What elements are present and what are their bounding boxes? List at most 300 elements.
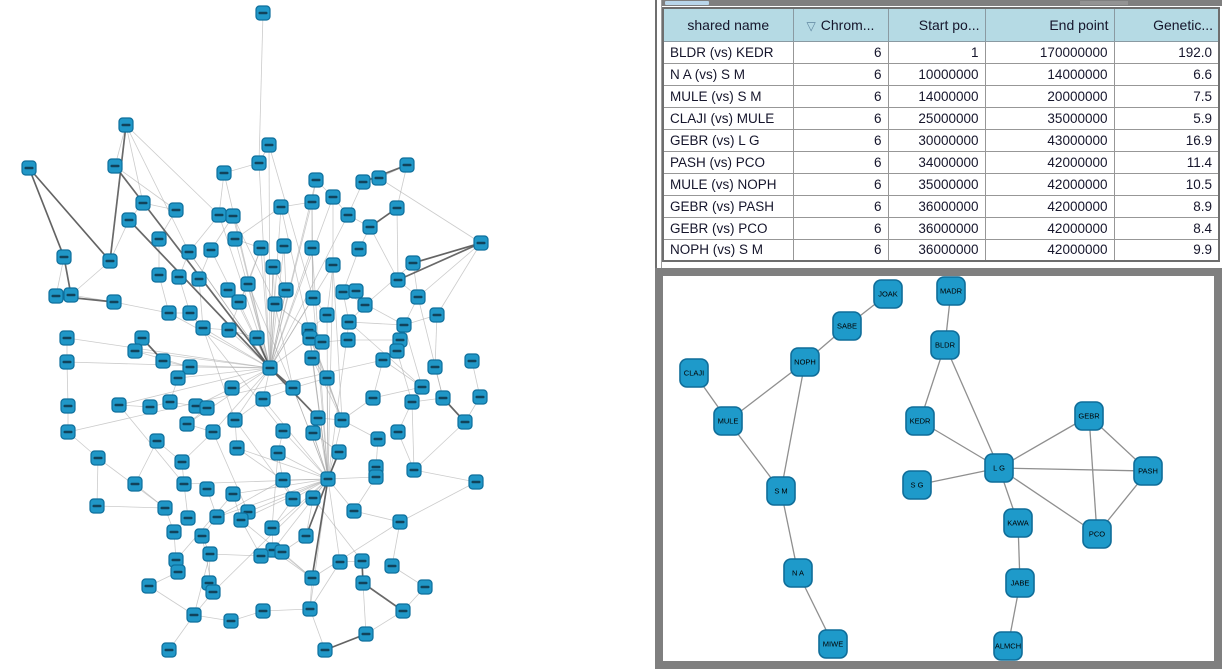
network-node[interactable] (254, 241, 268, 255)
network-node[interactable] (274, 200, 288, 214)
network-node[interactable] (61, 399, 75, 413)
network-node[interactable] (305, 195, 319, 209)
network-node[interactable] (320, 371, 334, 385)
scrollbar-thumb-blue[interactable] (665, 1, 709, 5)
node-label-smudge (180, 483, 189, 485)
node-label: S G (910, 480, 924, 490)
network-node[interactable] (254, 549, 268, 563)
network-node[interactable] (277, 239, 291, 253)
network-node[interactable] (275, 545, 289, 559)
node-label-smudge (175, 276, 184, 278)
table-row[interactable] (663, 195, 1219, 217)
network-node[interactable] (234, 513, 248, 527)
network-edge (272, 453, 278, 528)
table-cell: 42000000 (985, 151, 1114, 173)
network-node[interactable] (162, 306, 176, 320)
network-edge[interactable] (999, 468, 1148, 471)
table-cell: 6 (793, 85, 888, 107)
node-label-smudge (131, 350, 140, 352)
node-label-smudge (244, 283, 253, 285)
network-node[interactable] (60, 331, 74, 345)
network-node[interactable] (311, 411, 325, 425)
network-node[interactable] (397, 318, 411, 332)
network-node[interactable] (385, 559, 399, 573)
node-label: BLDR (934, 340, 956, 350)
table-cell: 42000000 (985, 217, 1114, 239)
node-label: MULE (717, 416, 739, 426)
network-node[interactable] (196, 321, 210, 335)
network-node[interactable] (268, 297, 282, 311)
network-node[interactable] (162, 643, 176, 657)
table-cell: 14000000 (888, 85, 985, 107)
network-node[interactable] (128, 344, 142, 358)
network-edge (269, 145, 313, 298)
table-row[interactable] (663, 217, 1219, 239)
network-edge (210, 554, 261, 556)
network-node[interactable] (341, 208, 355, 222)
table-header-row (663, 8, 1219, 41)
network-node[interactable] (256, 6, 270, 20)
network-node[interactable] (177, 477, 191, 491)
network-node[interactable] (266, 260, 280, 274)
node-label-smudge (468, 360, 477, 362)
network-node[interactable] (222, 323, 236, 337)
network-node[interactable] (206, 425, 220, 439)
network-node[interactable] (200, 401, 214, 415)
node-label-smudge (318, 341, 327, 343)
node-label: SABE (836, 321, 858, 331)
table-cell: 36000000 (888, 239, 985, 261)
node-label-smudge (393, 350, 402, 352)
node-label-smudge (408, 401, 417, 403)
network-node[interactable] (226, 209, 240, 223)
network-node[interactable] (342, 315, 356, 329)
network-node[interactable] (347, 504, 361, 518)
network-node[interactable] (252, 156, 266, 170)
network-node[interactable] (309, 173, 323, 187)
network-node[interactable] (332, 445, 346, 459)
table-top-scrollbar[interactable] (662, 0, 1222, 6)
node-label-smudge (461, 421, 470, 423)
network-node[interactable] (356, 576, 370, 590)
node-label-smudge (403, 164, 412, 166)
network-node[interactable] (49, 289, 63, 303)
network-node[interactable] (103, 254, 117, 268)
node-label-smudge (209, 591, 218, 593)
table-cell: 6 (793, 195, 888, 217)
network-node[interactable] (376, 353, 390, 367)
network-node[interactable] (91, 451, 105, 465)
table-cell: 6 (793, 41, 888, 63)
column-header[interactable]: End point (985, 8, 1114, 41)
network-node[interactable] (473, 390, 487, 404)
network-node[interactable] (171, 371, 185, 385)
network-node[interactable] (175, 455, 189, 469)
node-label-smudge (400, 324, 409, 326)
network-node[interactable] (407, 463, 421, 477)
network-node-miwe[interactable] (819, 630, 847, 658)
network-node[interactable] (286, 492, 300, 506)
table-cell: 42000000 (985, 173, 1114, 195)
network-node[interactable] (415, 380, 429, 394)
network-edge[interactable] (1089, 416, 1097, 534)
table-cell: 34000000 (888, 151, 985, 173)
network-node-l-g[interactable] (985, 454, 1013, 482)
node-label-smudge (215, 214, 224, 216)
node-label-smudge (159, 360, 168, 362)
node-label-smudge (190, 614, 199, 616)
network-node[interactable] (167, 525, 181, 539)
network-edge (400, 482, 476, 522)
node-label: S M (774, 486, 788, 496)
network-node[interactable] (418, 580, 432, 594)
network-node[interactable] (326, 258, 340, 272)
network-node[interactable] (225, 381, 239, 395)
network-node-mule[interactable] (714, 407, 742, 435)
network-node[interactable] (369, 470, 383, 484)
network-node[interactable] (135, 331, 149, 345)
network-node[interactable] (187, 608, 201, 622)
network-node-bldr[interactable] (931, 331, 959, 359)
network-edge[interactable] (781, 362, 805, 491)
network-node[interactable] (372, 171, 386, 185)
node-label-smudge (355, 248, 364, 250)
node-label-smudge (257, 247, 266, 249)
node-label-smudge (165, 312, 174, 314)
network-node[interactable] (428, 360, 442, 374)
network-node[interactable] (358, 298, 372, 312)
node-label-smudge (209, 431, 218, 433)
node-label-smudge (308, 357, 317, 359)
node-label-smudge (323, 314, 332, 316)
network-node[interactable] (183, 306, 197, 320)
network-node[interactable] (390, 201, 404, 215)
network-node[interactable] (306, 426, 320, 440)
network-node[interactable] (156, 354, 170, 368)
network-node-gebr[interactable] (1075, 402, 1103, 430)
network-node[interactable] (263, 361, 277, 375)
table-cell: 7.5 (1114, 85, 1219, 107)
network-node[interactable] (306, 491, 320, 505)
network-node[interactable] (119, 118, 133, 132)
table-cell: 35000000 (985, 107, 1114, 129)
network-node[interactable] (262, 138, 276, 152)
network-node[interactable] (335, 413, 349, 427)
node-label-smudge (352, 290, 361, 292)
node-label-smudge (257, 555, 266, 557)
table-row[interactable] (663, 63, 1219, 85)
network-node[interactable] (336, 285, 350, 299)
network-node[interactable] (391, 425, 405, 439)
network-node[interactable] (320, 308, 334, 322)
table-header (663, 8, 1219, 41)
network-node[interactable] (349, 284, 363, 298)
network-node[interactable] (230, 441, 244, 455)
network-node[interactable] (366, 391, 380, 405)
network-node[interactable] (352, 242, 366, 256)
network-node[interactable] (315, 335, 329, 349)
network-node[interactable] (112, 398, 126, 412)
node-label-smudge (269, 266, 278, 268)
network-node[interactable] (430, 308, 444, 322)
network-edge-dark (110, 125, 126, 261)
node-label: JABE (1010, 578, 1030, 588)
network-node[interactable] (200, 482, 214, 496)
node-label-smudge (414, 296, 423, 298)
network-node[interactable] (286, 381, 300, 395)
node-label-smudge (372, 476, 381, 478)
node-label-smudge (309, 297, 318, 299)
small-network-view[interactable] (663, 276, 1214, 661)
network-node[interactable] (303, 602, 317, 616)
network-node[interactable] (108, 159, 122, 173)
node-label-smudge (195, 278, 204, 280)
network-node[interactable] (210, 510, 224, 524)
node-label-smudge (361, 304, 370, 306)
table-cell: 36000000 (888, 195, 985, 217)
network-node[interactable] (169, 203, 183, 217)
network-node-madr[interactable] (937, 277, 965, 305)
network-node[interactable] (411, 290, 425, 304)
network-node[interactable] (265, 521, 279, 535)
network-node-s-m[interactable] (767, 477, 795, 505)
network-node[interactable] (107, 295, 121, 309)
network-node[interactable] (142, 579, 156, 593)
network-node[interactable] (341, 333, 355, 347)
network-node[interactable] (228, 413, 242, 427)
network-node[interactable] (469, 475, 483, 489)
node-label-smudge (170, 531, 179, 533)
node-label-smudge (220, 172, 229, 174)
network-node[interactable] (217, 166, 231, 180)
network-node-sabe[interactable] (833, 312, 861, 340)
network-edge-dark (29, 168, 64, 257)
node-label-smudge (421, 586, 430, 588)
network-node[interactable] (333, 555, 347, 569)
node-label-smudge (312, 179, 321, 181)
scrollbar-thumb-gray[interactable] (1080, 1, 1128, 5)
network-node[interactable] (143, 400, 157, 414)
node-label-smudge (308, 247, 317, 249)
network-node[interactable] (122, 213, 136, 227)
network-node[interactable] (136, 196, 150, 210)
network-edge[interactable] (945, 345, 999, 468)
network-node[interactable] (241, 277, 255, 291)
network-node[interactable] (436, 391, 450, 405)
network-edge (365, 263, 413, 305)
table-row[interactable] (663, 85, 1219, 107)
network-node[interactable] (256, 392, 270, 406)
network-node[interactable] (171, 565, 185, 579)
network-node[interactable] (206, 585, 220, 599)
network-node[interactable] (150, 434, 164, 448)
network-node[interactable] (203, 547, 217, 561)
network-node[interactable] (305, 241, 319, 255)
table-cell: 20000000 (985, 85, 1114, 107)
filter-icon[interactable]: ▽ (806, 18, 816, 33)
table-cell: 10000000 (888, 63, 985, 85)
network-node[interactable] (64, 288, 78, 302)
network-node[interactable] (406, 256, 420, 270)
column-header[interactable]: Genetic... (1114, 8, 1219, 41)
network-node-pco[interactable] (1083, 520, 1111, 548)
network-node[interactable] (152, 232, 166, 246)
network-node[interactable] (474, 236, 488, 250)
node-label-smudge (345, 321, 354, 323)
network-node[interactable] (371, 432, 385, 446)
network-node-n-a[interactable] (784, 559, 812, 587)
network-node[interactable] (318, 643, 332, 657)
node-label-smudge (185, 251, 194, 253)
table-row[interactable] (663, 107, 1219, 129)
node-label-smudge (274, 452, 283, 454)
network-node[interactable] (61, 425, 75, 439)
network-node[interactable] (279, 283, 293, 297)
network-node[interactable] (305, 351, 319, 365)
node-label-smudge (203, 407, 212, 409)
network-node[interactable] (276, 424, 290, 438)
table-cell: 30000000 (888, 129, 985, 151)
network-node[interactable] (299, 529, 313, 543)
network-node[interactable] (326, 190, 340, 204)
table-cell: 9.9 (1114, 239, 1219, 261)
network-edge (114, 302, 169, 313)
network-node[interactable] (57, 250, 71, 264)
node-label: GEBR (1078, 411, 1100, 421)
table-cell: 6 (793, 63, 888, 85)
table-cell: 16.9 (1114, 129, 1219, 151)
node-label-smudge (237, 519, 246, 521)
network-node[interactable] (276, 473, 290, 487)
network-node[interactable] (158, 501, 172, 515)
network-node[interactable] (306, 291, 320, 305)
network-node[interactable] (183, 360, 197, 374)
network-node[interactable] (393, 515, 407, 529)
node-label-smudge (255, 162, 264, 164)
table-cell: 5.9 (1114, 107, 1219, 129)
network-node[interactable] (195, 529, 209, 543)
network-node-almch[interactable] (994, 632, 1022, 660)
node-label-smudge (233, 447, 242, 449)
network-node[interactable] (192, 272, 206, 286)
node-label-smudge (306, 337, 315, 339)
network-node[interactable] (221, 283, 235, 297)
network-node-joak[interactable] (874, 280, 902, 308)
node-label-smudge (203, 488, 212, 490)
network-node-claji[interactable] (680, 359, 708, 387)
node-label-smudge (372, 466, 381, 468)
network-node[interactable] (256, 604, 270, 618)
pane-divider[interactable] (655, 0, 662, 268)
network-node[interactable] (390, 344, 404, 358)
node-label: KAWA (1007, 518, 1029, 528)
table-cell: 6 (793, 217, 888, 239)
network-node[interactable] (363, 220, 377, 234)
node-label-smudge (165, 649, 174, 651)
table-row[interactable] (663, 173, 1219, 195)
node-label-smudge (277, 206, 286, 208)
node-label-smudge (433, 314, 442, 316)
network-node[interactable] (391, 273, 405, 287)
node-label-smudge (393, 207, 402, 209)
edge-attribute-table[interactable] (662, 7, 1220, 262)
network-node[interactable] (465, 354, 479, 368)
column-header[interactable]: shared name (663, 8, 793, 41)
network-node[interactable] (163, 395, 177, 409)
network-node[interactable] (212, 208, 226, 222)
network-node[interactable] (226, 487, 240, 501)
network-node[interactable] (224, 614, 238, 628)
table-cell: CLAJI (vs) MULE (663, 107, 793, 129)
network-node[interactable] (128, 477, 142, 491)
network-node[interactable] (90, 499, 104, 513)
network-node[interactable] (180, 417, 194, 431)
network-node-jabe[interactable] (1006, 569, 1034, 597)
table-cell: GEBR (vs) PASH (663, 195, 793, 217)
node-label-smudge (174, 377, 183, 379)
node-label-smudge (338, 419, 347, 421)
network-edge (363, 583, 366, 634)
network-node[interactable] (356, 175, 370, 189)
network-node[interactable] (22, 161, 36, 175)
network-node[interactable] (271, 446, 285, 460)
network-node[interactable] (181, 511, 195, 525)
node-label: NOPH (794, 357, 816, 367)
network-node[interactable] (355, 554, 369, 568)
network-node[interactable] (250, 331, 264, 345)
node-label-smudge (25, 167, 34, 169)
table-row[interactable] (663, 239, 1219, 261)
node-label-smudge (329, 264, 338, 266)
network-node[interactable] (400, 158, 414, 172)
network-node[interactable] (232, 295, 246, 309)
network-node[interactable] (405, 395, 419, 409)
node-label: MADR (939, 286, 963, 296)
network-node-noph[interactable] (791, 348, 819, 376)
table-cell: MULE (vs) S M (663, 85, 793, 107)
network-node-pash[interactable] (1134, 457, 1162, 485)
network-node[interactable] (228, 232, 242, 246)
node-label-smudge (166, 401, 175, 403)
table-row[interactable] (663, 129, 1219, 151)
network-node[interactable] (359, 627, 373, 641)
network-node[interactable] (204, 243, 218, 257)
network-node[interactable] (458, 415, 472, 429)
node-label-smudge (205, 582, 214, 584)
node-label-smudge (146, 406, 155, 408)
network-node[interactable] (305, 571, 319, 585)
network-node[interactable] (152, 268, 166, 282)
node-label-smudge (125, 219, 134, 221)
table-row[interactable] (663, 151, 1219, 173)
node-label-smudge (145, 585, 154, 587)
network-node[interactable] (172, 270, 186, 284)
network-node[interactable] (60, 355, 74, 369)
table-cell: 14000000 (985, 63, 1114, 85)
network-node[interactable] (321, 472, 335, 486)
column-header[interactable]: Start po... (888, 8, 985, 41)
network-node[interactable] (396, 604, 410, 618)
network-node-kedr[interactable] (906, 407, 934, 435)
network-node-s-g[interactable] (903, 471, 931, 499)
node-label-smudge (329, 196, 338, 198)
node-label-smudge (335, 451, 344, 453)
column-header[interactable]: ▽ Chrom... (793, 8, 888, 41)
table-row[interactable] (663, 41, 1219, 63)
network-node-kawa[interactable] (1004, 509, 1032, 537)
node-label: CLAJI (683, 368, 705, 378)
network-node[interactable] (182, 245, 196, 259)
